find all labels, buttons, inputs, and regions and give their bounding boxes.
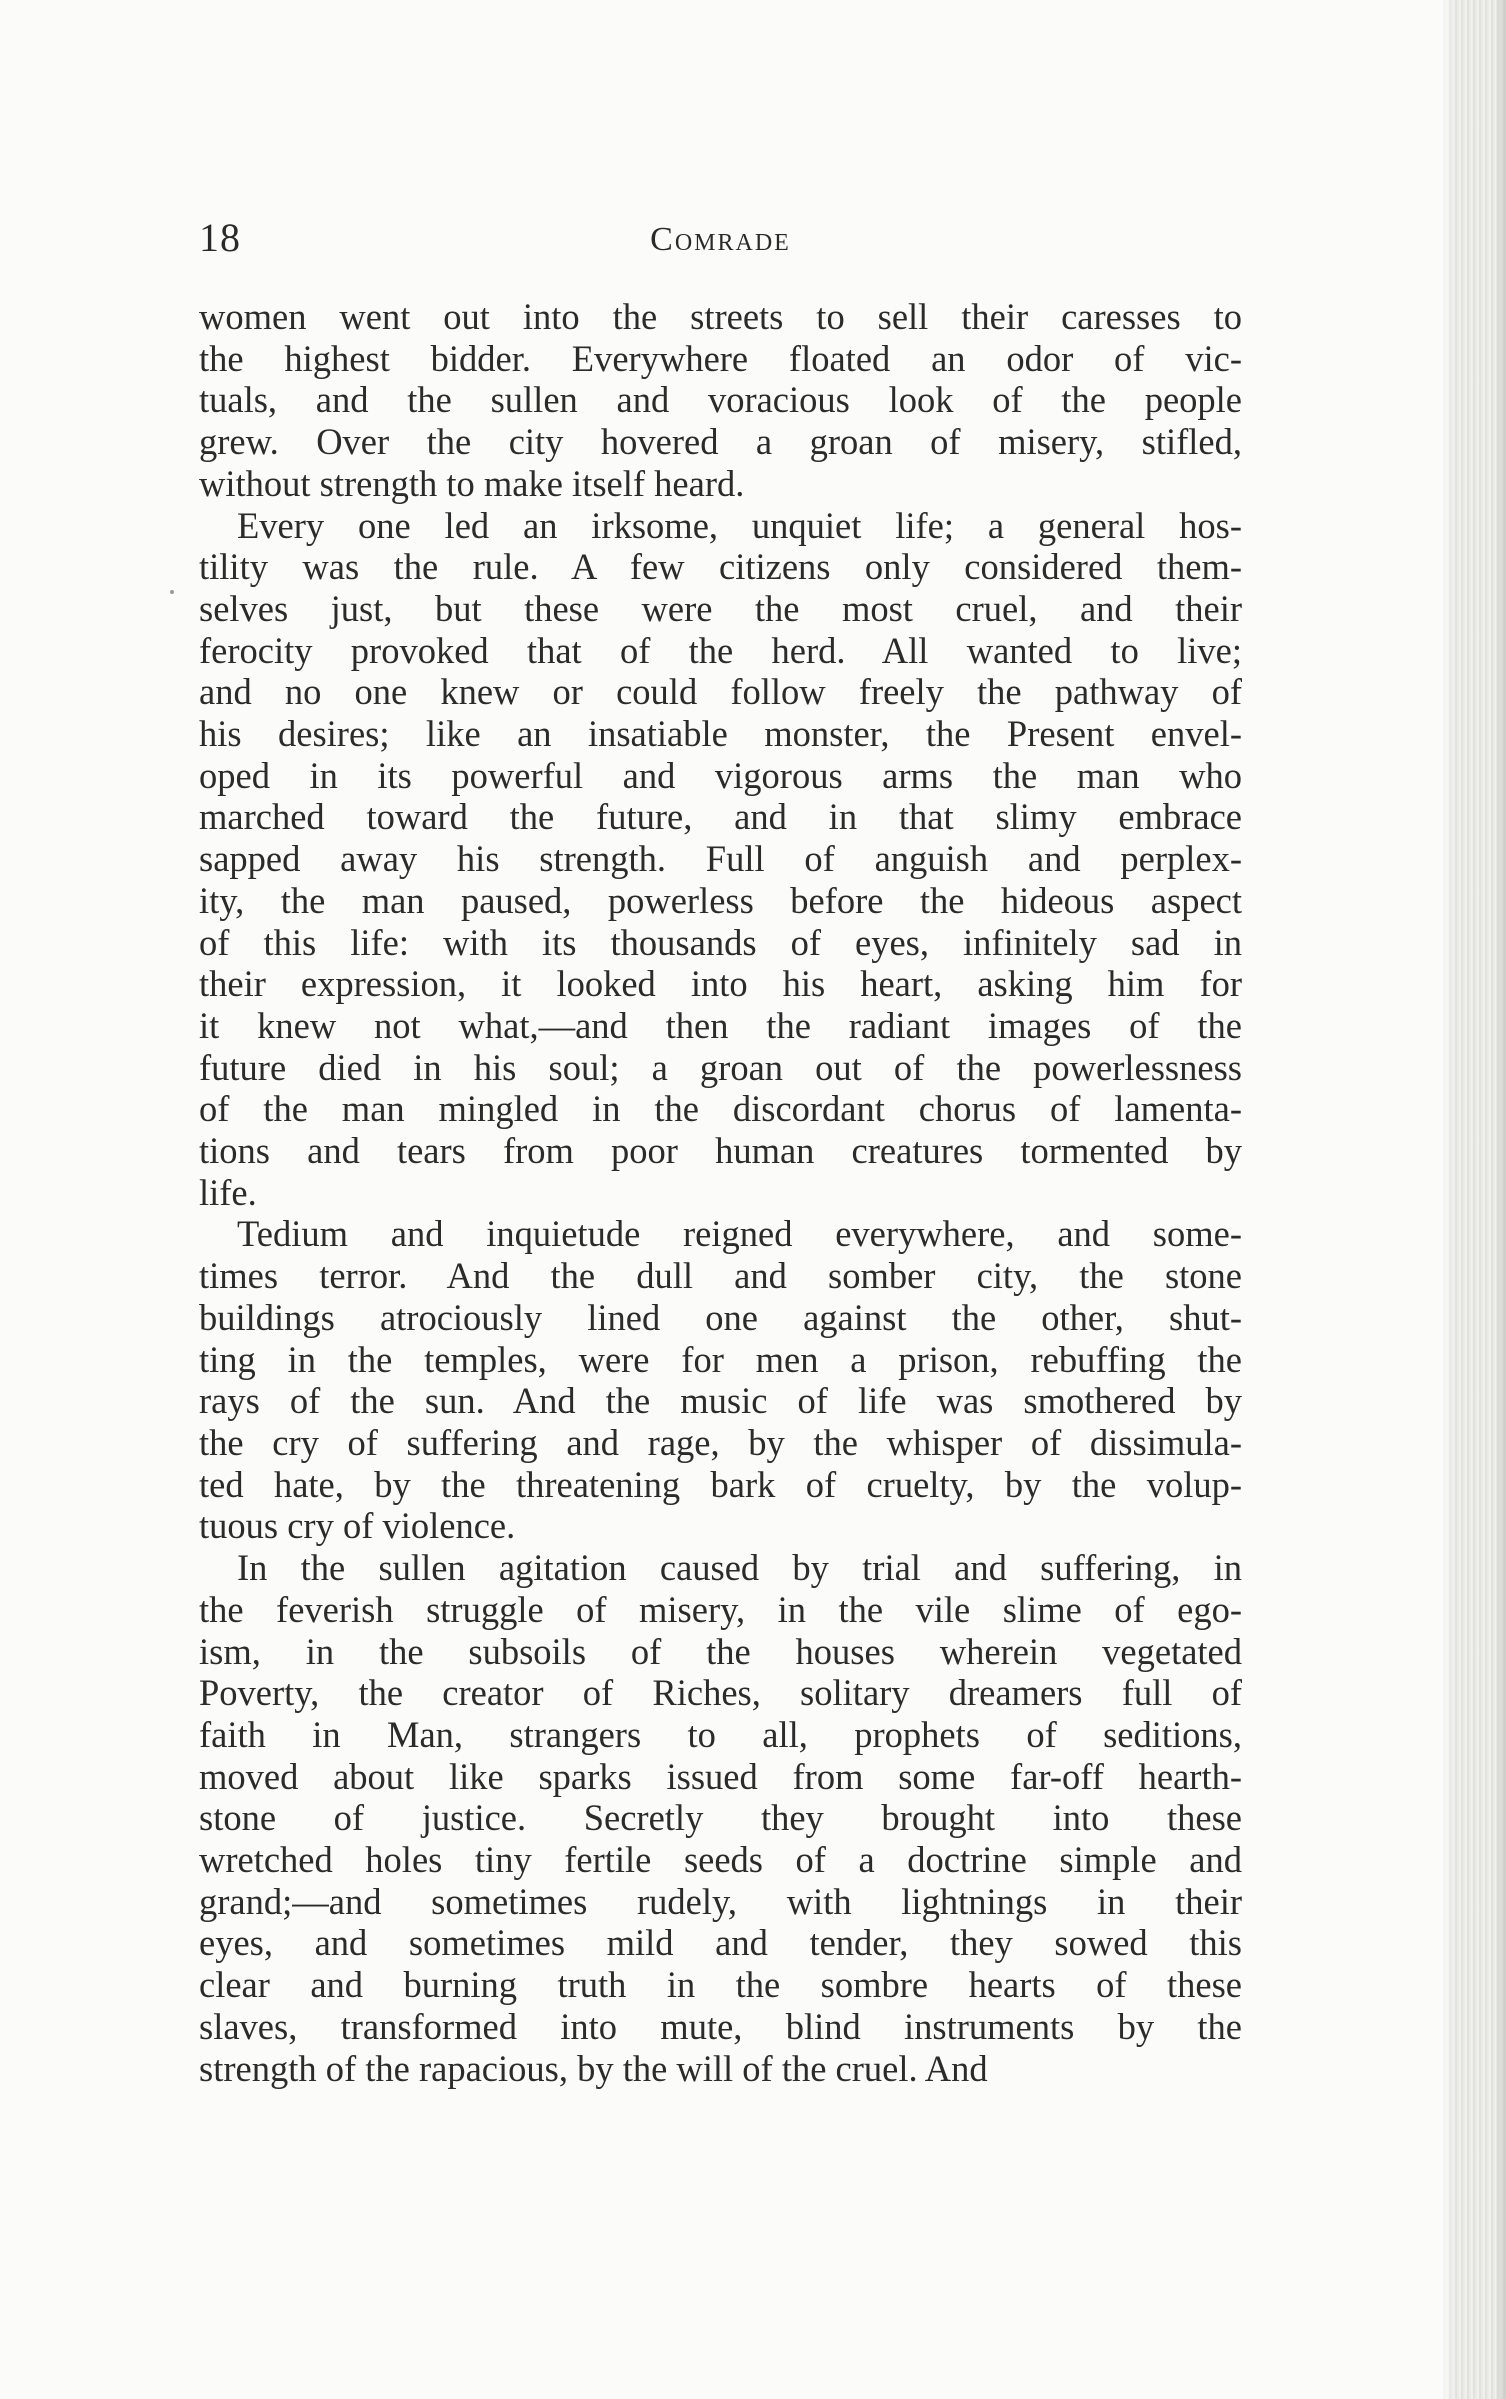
text-line: In the sullen agitation caused by trial and suffering, in: [237, 1547, 1242, 1589]
text-line: times terror. And the dull and somber city, the stone: [199, 1255, 1242, 1297]
page-header: [199, 213, 1242, 273]
text-line: tuals, and the sullen and voracious look of the people: [199, 379, 1242, 421]
text-line: sapped away his strength. Full of anguish and perplex-: [199, 838, 1242, 880]
text-line: eyes, and sometimes mild and tender, they sowed this: [199, 1922, 1242, 1964]
text-line: the feverish struggle of misery, in the vile slime of ego-: [199, 1588, 1242, 1630]
text-line: wretched holes tiny fertile seeds of a doctrine simple and: [199, 1839, 1242, 1881]
text-line: stone of justice. Secretly they brought into these: [199, 1797, 1242, 1839]
text-line: women went out into the streets to sell their caresses to: [199, 296, 1242, 337]
text-line: tility was the rule. A few citizens only considered them-: [199, 546, 1242, 588]
text-line: moved about like sparks issued from some far-off hearth-: [199, 1755, 1242, 1797]
text-line: grew. Over the city hovered a groan of misery, stifled,: [199, 421, 1242, 463]
text-line: clear and burning truth in the sombre hearts of these: [199, 1964, 1242, 2006]
text-line: of this life: with its thousands of eyes, infinitely sad in: [199, 921, 1242, 963]
text-line: selves just, but these were the most cruel, and their: [199, 587, 1242, 629]
paragraph: [199, 505, 1242, 1214]
text-line: ity, the man paused, powerless before the hideous aspect: [199, 879, 1242, 921]
text-line: and no one knew or could follow freely the pathway of: [199, 671, 1242, 713]
text-line: his desires; like an insatiable monster, the Present envel-: [199, 713, 1242, 755]
text-line: marched toward the future, and in that slimy embrace: [199, 796, 1242, 838]
paragraph: [199, 296, 1242, 505]
text-line: ting in the temples, were for men a prison, rebuffing the: [199, 1338, 1242, 1380]
text-line: life.: [199, 1171, 257, 1213]
text-line: strength of the rapacious, by the will of the cruel. And: [199, 2047, 988, 2089]
paragraph: [199, 1213, 1242, 1547]
text-line: grand;—and sometimes rudely, with lightnings in their: [199, 1880, 1242, 1922]
text-line: ferocity provoked that of the herd. All wanted to live;: [199, 629, 1242, 671]
text-line: ted hate, by the threatening bark of cruelty, by the volup-: [199, 1463, 1242, 1505]
text-line: of the man mingled in the discordant chorus of lamenta-: [199, 1088, 1242, 1130]
text-line: Tedium and inquietude reigned everywhere, and some-: [237, 1213, 1242, 1255]
body-text: [199, 296, 1242, 2089]
text-line: ism, in the subsoils of the houses wherein vegetated: [199, 1630, 1242, 1672]
running-title: Comrade: [650, 221, 791, 258]
margin-speck: [170, 590, 174, 594]
text-line: without strength to make itself heard.: [199, 462, 745, 504]
text-line: buildings atrociously lined one against the other, shut-: [199, 1296, 1242, 1338]
text-line: tions and tears from poor human creatures tormented by: [199, 1130, 1242, 1172]
text-line: future died in his soul; a groan out of the powerlessness: [199, 1046, 1242, 1088]
text-line: tuous cry of violence.: [199, 1505, 516, 1547]
page-edge-shadow: [1440, 0, 1506, 2399]
paragraph: [199, 1547, 1242, 2089]
text-line: the highest bidder. Everywhere floated an odor of vic-: [199, 337, 1242, 379]
text-line: the cry of suffering and rage, by the whisper of dissimula-: [199, 1421, 1242, 1463]
text-line: slaves, transformed into mute, blind instruments by the: [199, 2005, 1242, 2047]
page-number: 18: [199, 215, 241, 260]
text-line: Poverty, the creator of Riches, solitary dreamers full of: [199, 1672, 1242, 1714]
text-line: faith in Man, strangers to all, prophets of seditions,: [199, 1713, 1242, 1755]
text-line: rays of the sun. And the music of life was smothered by: [199, 1380, 1242, 1422]
text-line: oped in its powerful and vigorous arms the man who: [199, 754, 1242, 796]
text-line: it knew not what,—and then the radiant images of the: [199, 1004, 1242, 1046]
text-line: their expression, it looked into his heart, asking him for: [199, 963, 1242, 1005]
text-line: Every one led an irksome, unquiet life; a general hos-: [237, 504, 1242, 546]
